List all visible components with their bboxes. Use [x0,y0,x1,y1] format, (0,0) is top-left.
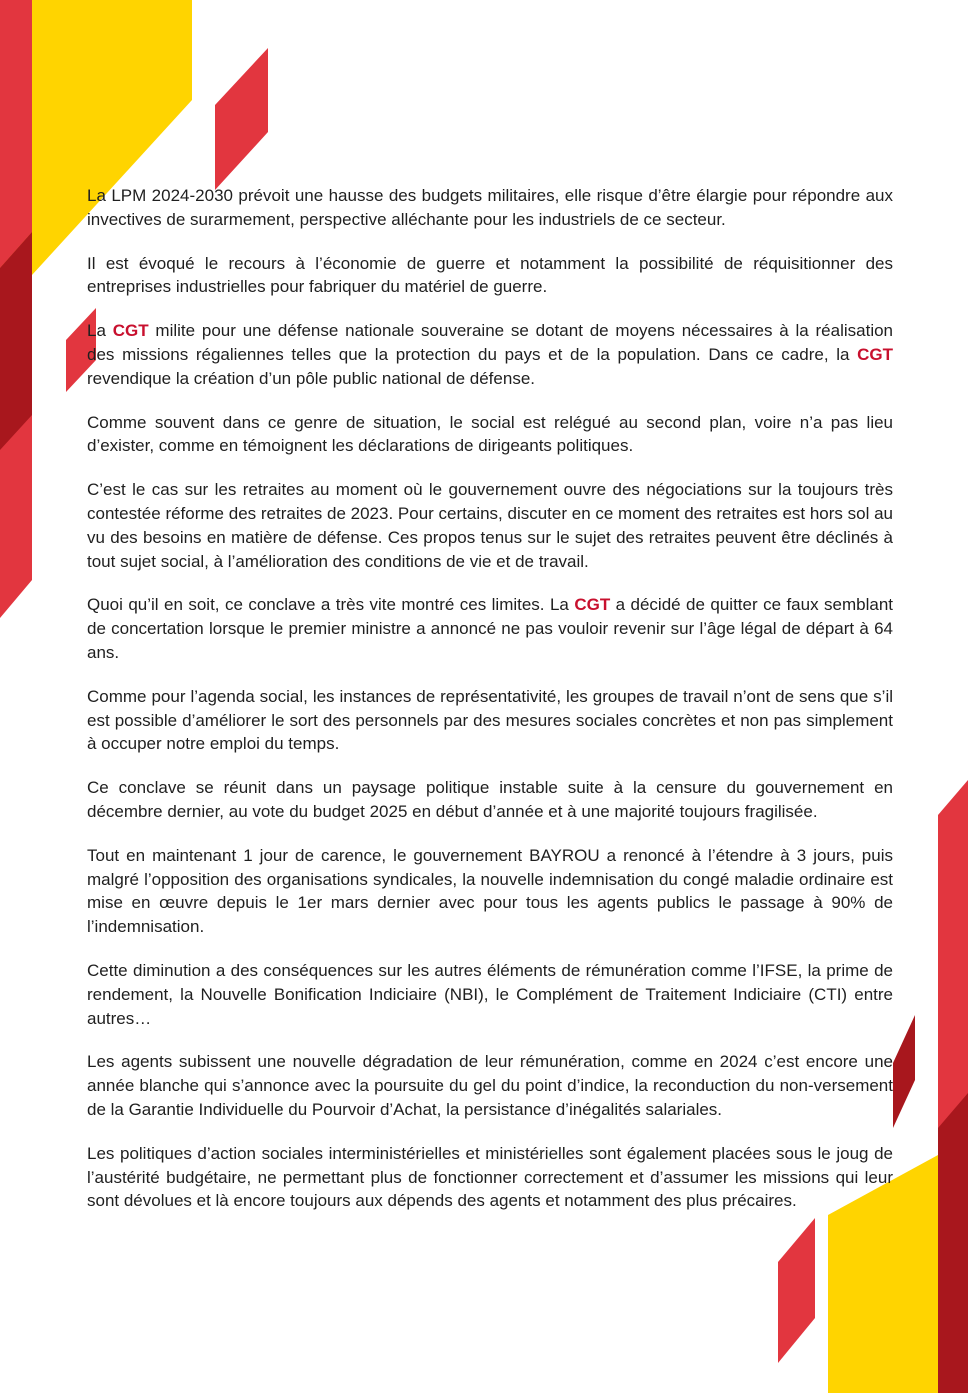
cgt-highlight: CGT [857,344,893,364]
dark-red-band-right [938,1093,968,1393]
paragraph-text: revendique la création d’un pôle public national de défense. [87,368,535,388]
red-slash-bottom [778,1218,815,1363]
paragraph-text: Ce conclave se réunit dans un paysage politique instable suite à la censure du gouvernement en décembre dernier, au vote du budget 2025 en début d’année et à une majorité toujours fragilisée. [87,778,893,821]
paragraph [87,1142,893,1213]
article-body [87,184,893,1233]
red-bar-top-left [0,0,32,268]
cgt-highlight: CGT [574,595,611,615]
paragraph-text: Les agents subissent une nouvelle dégradation de leur rémunération, comme en 2024 c’est encore une année blanche qui s’annonce avec la poursuite du gel du point d’indice, la reconduction du non-versement de la Garantie Individuelle du Pourvoir d’Achat, la persistance d’inégalités salariales. [87,1052,893,1119]
red-slash-top [215,48,268,190]
paragraph-text: milite pour une défense nationale souveraine se dotant de moyens nécessaires à la réalisation des missions régaliennes telles que la protection du pays et de la population. Dans ce cadre, la [87,321,894,364]
paragraph-text: La LPM 2024-2030 prévoit une hausse des budgets militaires, elle risque d’être élargie pour répondre aux invectives de surarmement, perspective alléchante pour les industriels de ce secteur. [87,186,893,229]
paragraph-text: a décidé de quitter ce faux semblant de concertation lorsque le premier ministre a annoncé ne pas vouloir revenir sur l’âge légal de départ à 64 ans. [87,595,893,662]
paragraph [87,411,893,459]
paragraph-text: Comme souvent dans ce genre de situation, le social est relégué au second plan, voire n’a pas lieu d’exister, comme en témoignent les déclarations de dirigeants politiques. [87,412,893,456]
paragraph [87,593,893,664]
paragraph-text: Quoi qu’il en soit, ce conclave a très vite montré ces limites. La [87,595,575,615]
paragraph [87,844,893,939]
paragraph-text: La [87,321,113,341]
paragraph [87,184,893,232]
paragraph-text: Cette diminution a des conséquences sur les autres éléments de rémunération comme l’IFSE, la prime de rendement, la Nouvelle Bonification Indiciaire (NBI), le Complément de Traitement Indiciaire (CTI) entre autres… [87,960,893,1028]
paragraph [87,685,893,756]
paragraph-text: Comme pour l’agenda social, les instances de représentativité, les groupes de travail n’ont de sens que s’il est possible d’améliorer le sort des personnels par des mesures sociales concrètes et non pas simplement à occuper notre emploi du temps. [87,686,893,754]
paragraph-text: Les politiques d’action sociales interministérielles et ministérielles sont également placées sous le joug de l’austérité budgétaire, ne permettant plus de fonctionner correctement et d’assumer les missions qui leur sont dévolues et là encore toujours aux dépends des agents et notamment des plus précaires. [87,1143,893,1211]
paragraph [87,478,893,573]
paragraph [87,776,893,824]
paragraph-text: Il est évoqué le recours à l’économie de guerre et notamment la possibilité de réquisitionner des entreprises industrielles pour fabriquer du matériel de guerre. [87,253,893,297]
paragraph-text: C’est le cas sur les retraites au moment où le gouvernement ouvre des négociations sur la toujours très contestée réforme des retraites de 2023. Pour certains, discuter en ce moment des retraites est hors sol au vu des besoins en matière de défense. Ces propos tenus sur le sujet des retraites peuvent être déclinés à tout sujet social, à l’amélioration des conditions de vie et de travail. [87,480,894,571]
paragraph [87,959,893,1030]
paragraph [87,252,893,300]
paragraph [87,319,893,390]
paragraph-text: Tout en maintenant 1 jour de carence, le gouvernement BAYROU a renoncé à l’étendre à 3 jours, puis malgré l’opposition des organisations syndicales, la nouvelle indemnisation du congé maladie ordinaire est mise en œuvre depuis le 1er mars dernier avec pour tous les agents publics le passage à 90% de l’indemnisation. [87,845,893,937]
dark-red-band-left [0,232,32,450]
paragraph [87,1050,893,1121]
red-slash-right [893,1015,915,1128]
cgt-highlight: CGT [112,321,149,341]
